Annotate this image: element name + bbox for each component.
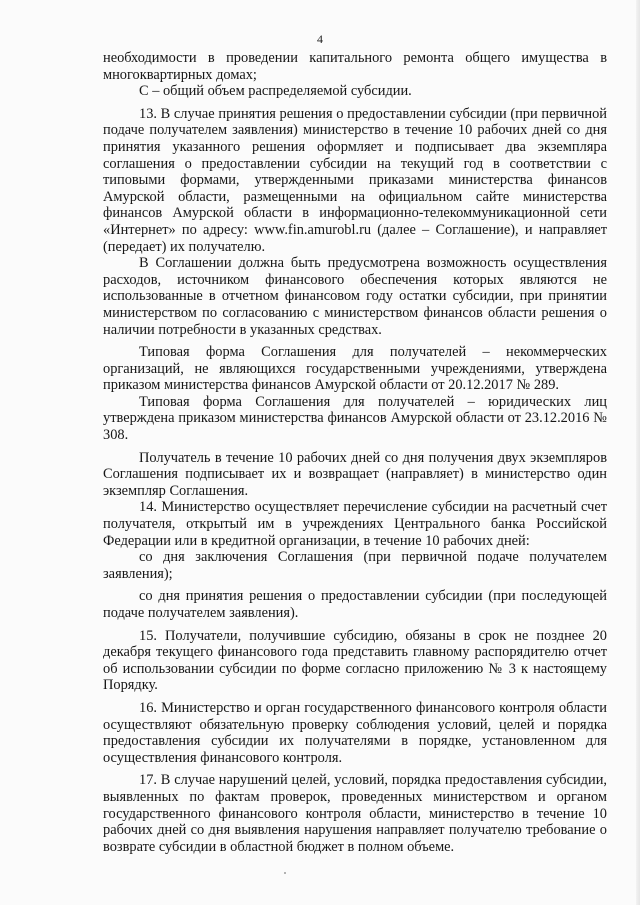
paragraph-form-nonprofit: Типовая форма Соглашения для получателей – некоммерческих организаций, не являющихся государственными учреждениями, утверждена приказом министерства финансов Амурской области от 20.12.2017 № 289. [103,344,607,394]
paragraph-clause-15: 15. Получатели, получившие субсидию, обязаны в срок не позднее 20 декабря текущего финансового года представить главному распорядителю отчет об использовании субсидии по форме согласно приложению № 3 к настоящему Порядку. [103,627,607,694]
paragraph-clause-17: 17. В случае нарушений целей, условий, порядка предоставления субсидии, выявленных по фактам проверок, проведенных министерством и органом государственного финансового контроля области, министерство в течение 10 рабочих дней со дня выявления нарушения направляет получателю требование о возврате субсидии в областной бюджет в полном объеме. [103,772,607,855]
paragraph-formula-legend: С – общий объем распределяемой субсидии. [139,83,412,100]
paragraph-continuation: необходимости в проведении капитального ремонта общего имущества в многоквартирных домах; [103,50,607,83]
paragraph-form-legal-entities: Типовая форма Соглашения для получателей – юридических лиц утверждена приказом министерства финансов Амурской области от 23.12.2016 № 308. [103,393,607,444]
scan-speck [284,872,286,874]
paragraph-clause-14: 14. Министерство осуществляет перечисление субсидии на расчетный счет получателя, открытый им в учреждениях Центрального банка Российской Федерации или в кредитной организации, в течение 10 рабочих дней: [103,499,607,549]
paragraph-clause-16: 16. Министерство и орган государственного финансового контроля области осуществляют обязательную проверку соблюдения условий, целей и порядка предоставления субсидии их получателями в порядке, установленном для осуществления финансового контроля. [103,699,607,766]
paragraph-agreement-expenses: В Соглашении должна быть предусмотрена возможность осуществления расходов, источником финансового обеспечения которых являются не использованные в отчетном финансовом году остатки субсидии, при принятии министерством по согласованию с министерством финансов области решения о наличии потребности в указанных средствах. [103,255,607,338]
document-body [103,50,607,855]
paragraph-clause-13: 13. В случае принятия решения о предоставлении субсидии (при первичной подаче получателем заявления) министерство в течение 10 рабочих дней со дня принятия указанного решения оформляет и подписывает два экземпляра соглашения о предоставлении субсидии на текущий год в соответствии с типовыми формами, утвержденными приказами министерства финансов Амурской области, размещенными на официальном сайте министерства финансов Амурской области в информационно-телекоммуникационной сети «Интернет» по адресу: www.fin.amurobl.ru (далее – Соглашение), и направляет (передает) их получателю. [103,105,607,255]
paragraph-subsequent-submission: со дня принятия решения о предоставлении субсидии (при последующей подаче получателем заявления). [103,588,607,621]
page-number: 4 [317,32,323,46]
paragraph-first-submission: со дня заключения Соглашения (при первичной подаче получателем заявления); [103,549,607,582]
paragraph-recipient-signing: Получатель в течение 10 рабочих дней со дня получения двух экземпляров Соглашения подписывает их и возвращает (направляет) в министерство один экземпляр Соглашения. [103,449,607,499]
scan-edge-shadow [636,0,640,905]
